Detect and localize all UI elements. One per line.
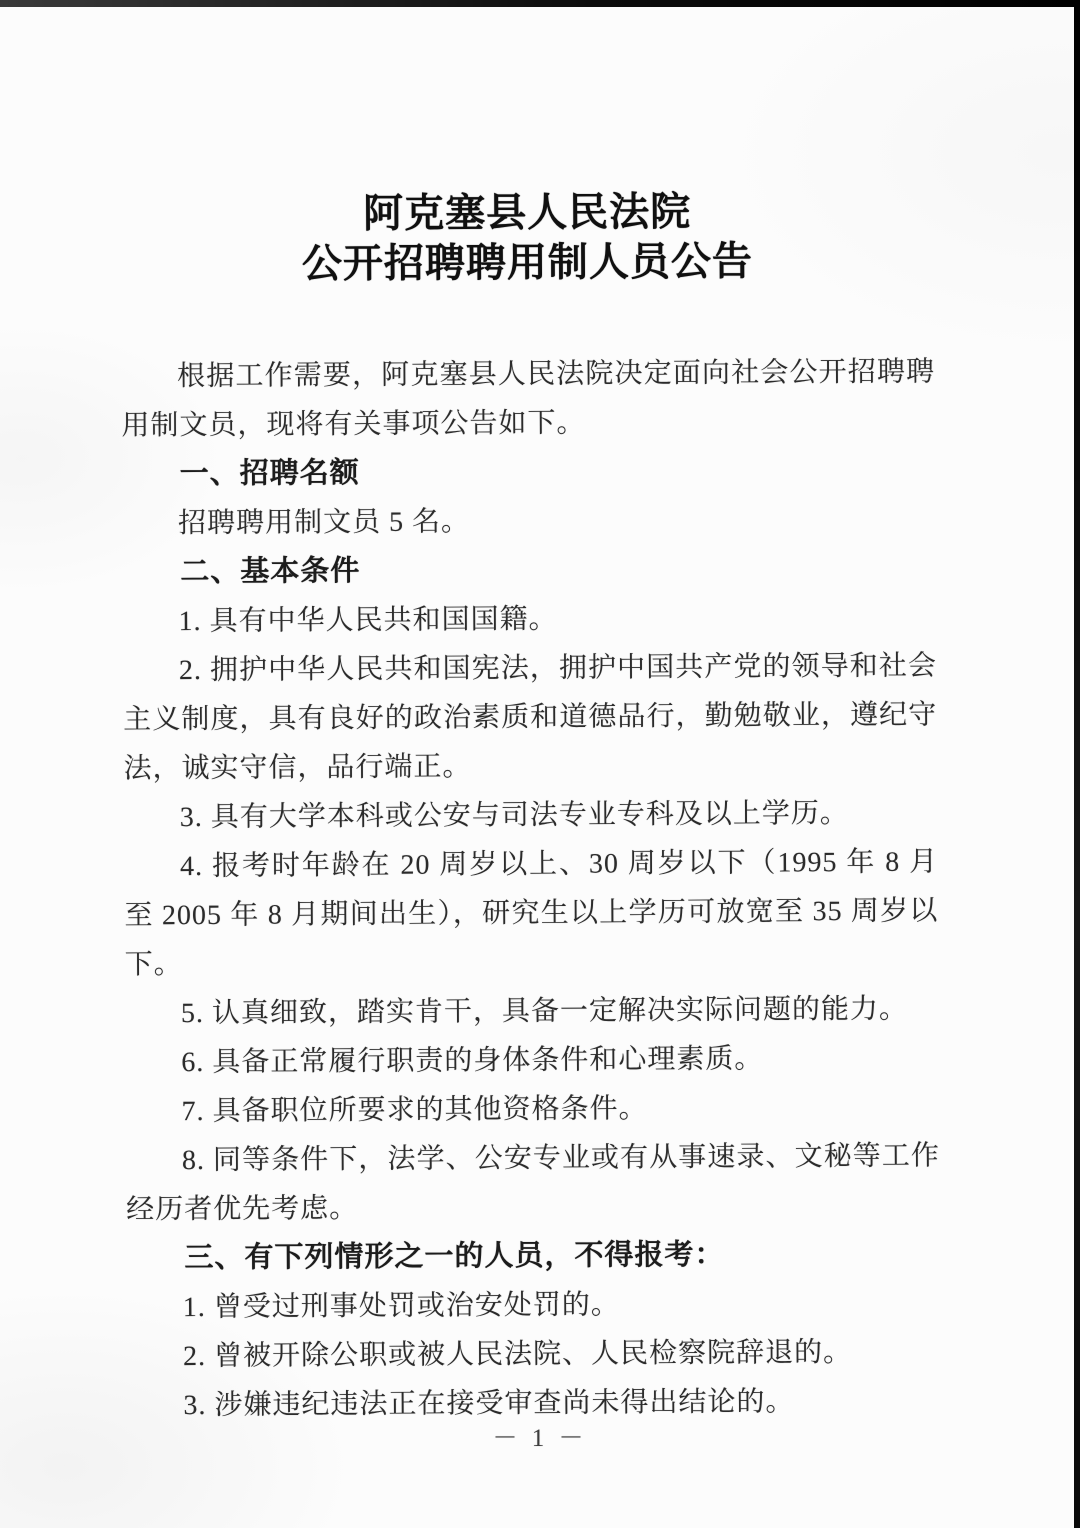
section-2-item-2: 2. 拥护中华人民共和国宪法，拥护中国共产党的领导和社会主义制度，具有良好的政治素质和道德品行，勤勉敬业，遵纪守法，诚实守信，品行端正。 (123, 650, 938, 785)
scan-artifact-top-edge (0, 0, 1080, 7)
section-1-heading: 一、招聘名额 (179, 457, 360, 491)
section-2-item-4: 4. 报考时年龄在 20 周岁以上、30 周岁以下（1995 年 8 月至 2005 年 8 月期间出生），研究生以上学历可放宽至 35 周岁以下。 (124, 846, 939, 981)
section-2-item-8: 8. 同等条件下，法学、公安专业或有从事速录、文秘等工作经历者优先考虑。 (126, 1140, 940, 1226)
section-2-item-3: 3. 具有大学本科或公安与司法专业专科及以上学历。 (179, 798, 849, 834)
section-3-item-1: 1. 曾受过刑事处罚或治安处罚的。 (182, 1289, 620, 1324)
section-2-item-7: 7. 具备职位所要求的其他资格条件。 (181, 1093, 648, 1128)
section-2-item-5: 5. 认真细致，踏实肯干，具备一定解决实际问题的能力。 (180, 993, 909, 1030)
section-2-heading: 二、基本条件 (180, 555, 361, 589)
section-3-item-2: 2. 曾被开除公职或被人民法院、人民检察院辞退的。 (183, 1337, 853, 1373)
section-1-item-1: 招聘聘用制文员 5 名。 (177, 506, 471, 540)
intro-paragraph: 根据工作需要，阿克塞县人民法院决定面向社会公开招聘聘用制文员，现将有关事项公告如下。 (121, 356, 936, 442)
scan-artifact-right-edge (1074, 0, 1080, 1528)
document-title-line-2: 公开招聘聘用制人员公告 (301, 238, 754, 287)
section-3-item-3: 3. 涉嫌违纪违法正在接受审查尚未得出结论的。 (183, 1386, 795, 1422)
page-number: － 1 － (492, 1425, 588, 1452)
section-3-heading: 三、有下列情形之一的人员，不得报考： (184, 1238, 725, 1275)
document-title (120, 186, 935, 291)
document-title-line-1: 阿克塞县人民法院 (362, 189, 692, 237)
section-2-item-1: 1. 具有中华人民共和国国籍。 (178, 603, 558, 638)
document-content (120, 186, 942, 1431)
section-2-item-6: 6. 具备正常履行职责的身体条件和心理素质。 (181, 1043, 764, 1079)
